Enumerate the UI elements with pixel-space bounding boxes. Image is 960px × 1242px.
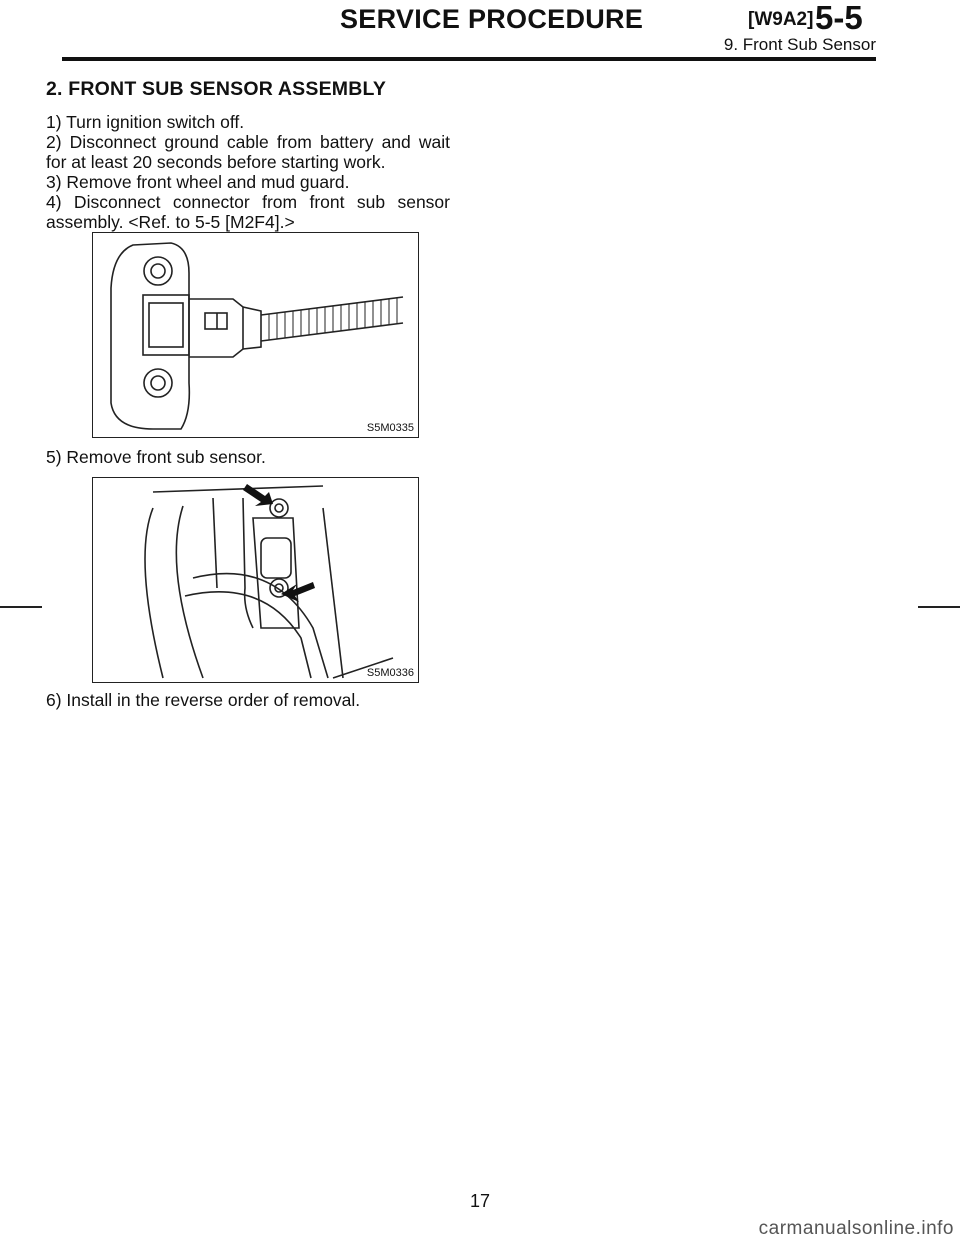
section-heading: 2. FRONT SUB SENSOR ASSEMBLY (46, 78, 387, 100)
figure-sensor-removal (92, 477, 419, 683)
step-2-line-1: 2) Disconnect ground cable from battery and wait (46, 132, 450, 152)
figure-sensor-connector (92, 232, 419, 438)
header-code: [W9A2] (748, 9, 814, 30)
sensor-removal-illustration (93, 478, 420, 684)
figure-id-2: S5M0336 (366, 667, 414, 679)
header-rule (62, 57, 876, 61)
step-1: 1) Turn ignition switch off. (46, 112, 245, 132)
step-4-line-2: assembly. <Ref. to 5-5 [M2F4].> (46, 212, 295, 232)
page-number: 17 (469, 1191, 491, 1211)
header-title: SERVICE PROCEDURE (340, 4, 644, 34)
step-6: 6) Install in the reverse order of removal. (46, 690, 361, 710)
header-subtitle: 9. Front Sub Sensor (723, 35, 876, 54)
header-section-number: 5-5 (815, 0, 863, 36)
watermark: carmanualsonline.info (758, 1218, 954, 1239)
crop-mark-right (918, 606, 960, 608)
crop-mark-left (0, 606, 42, 608)
step-2-line-2: for at least 20 seconds before starting work. (46, 152, 386, 172)
step-3: 3) Remove front wheel and mud guard. (46, 172, 350, 192)
step-5: 5) Remove front sub sensor. (46, 447, 266, 467)
step-4-line-1: 4) Disconnect connector from front sub sensor (46, 192, 450, 212)
figure-id-1: S5M0335 (366, 422, 414, 434)
sensor-connector-illustration (93, 233, 420, 439)
